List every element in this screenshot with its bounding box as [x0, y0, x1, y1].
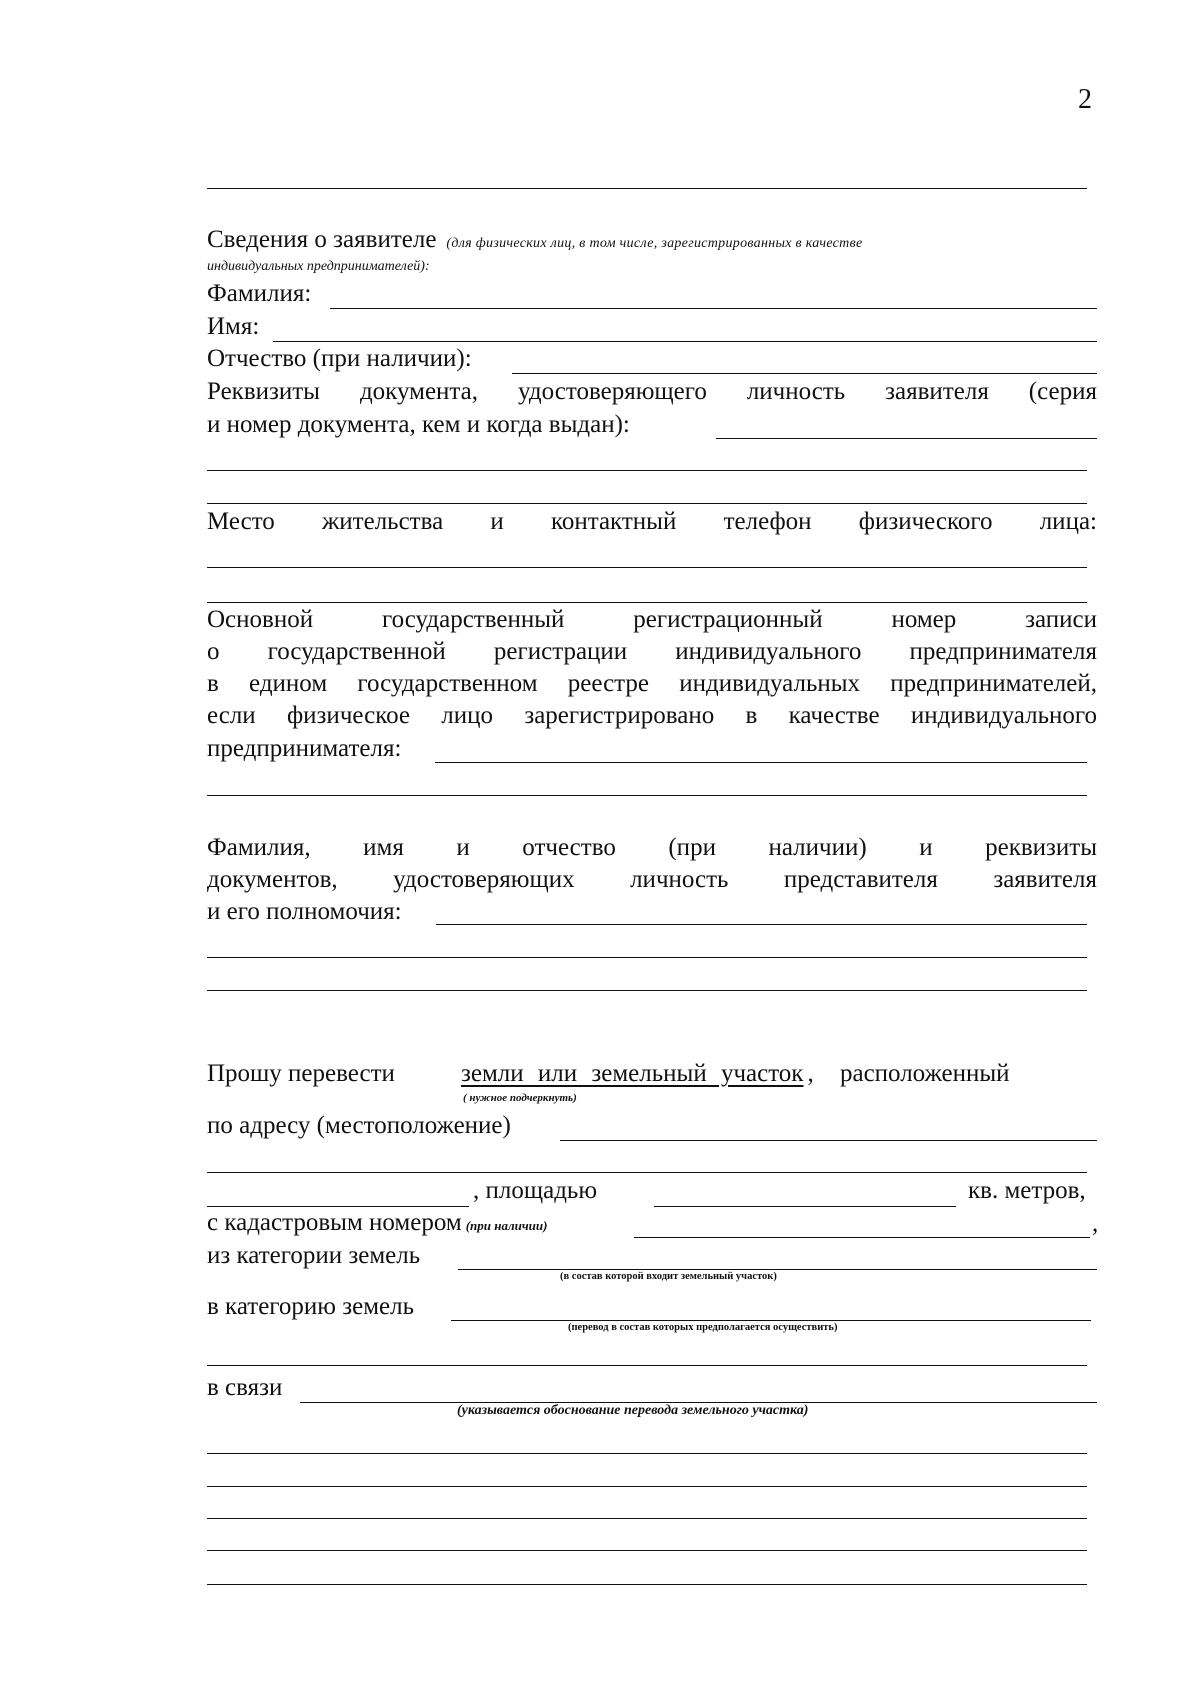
representative-field-2[interactable] — [207, 957, 1087, 958]
reason-field-5[interactable] — [207, 1550, 1087, 1551]
applicant-heading-row — [207, 224, 1097, 256]
cadastral-row — [207, 1207, 547, 1239]
applicant-heading-note-cont: индивидуальных предпринимателей): — [207, 259, 430, 274]
reason-field-6[interactable] — [207, 1584, 1087, 1585]
from-category-hint: (в состав которой входит земельный участок) — [560, 1271, 777, 1282]
cadastral-label: с кадастровым номером — [207, 1209, 462, 1236]
applicant-heading-note: (для физических лиц, в том числе, зарегистрированных в качестве — [446, 236, 863, 251]
ogrn-text-5: предпринимателя: — [207, 735, 402, 762]
ogrn-text-1: Основной государственный регистрационный номер записи — [207, 606, 1097, 633]
ogrn-field-2[interactable] — [207, 795, 1087, 796]
id-document-field-2[interactable] — [207, 470, 1087, 471]
representative-field-1[interactable] — [436, 924, 1087, 925]
underline-hint: ( нужное подчеркнуть) — [463, 1092, 577, 1104]
reason-field-3[interactable] — [207, 1486, 1087, 1487]
area-field[interactable] — [654, 1206, 956, 1207]
surname-label: Фамилия: — [207, 280, 312, 307]
address-label: по адресу (местоположение) — [207, 1112, 511, 1139]
top-blank-line — [207, 188, 1087, 189]
representative-text-3: и его полномочия: — [207, 898, 402, 925]
request-after-options: , расположенный — [807, 1060, 1010, 1087]
from-category-field[interactable] — [458, 1269, 1097, 1270]
request-intro: Прошу перевести — [207, 1060, 395, 1087]
request-option-lands[interactable] — [461, 1058, 1010, 1090]
to-category-hint: (перевод в состав которых предполагается осуществить) — [568, 1322, 838, 1333]
ogrn-text-4: если физическое лицо зарегистрировано в качестве индивидуального — [207, 702, 1097, 729]
page-number: 2 — [1078, 84, 1092, 115]
cadastral-tail: , — [1092, 1210, 1099, 1237]
id-document-text-2: и номер документа, кем и когда выдан): — [207, 411, 630, 438]
representative-text-2: документов, удостоверяющих личность представителя заявителя — [207, 866, 1097, 893]
patronymic-field[interactable] — [512, 373, 1097, 374]
applicant-heading: Сведения о заявителе — [207, 226, 437, 253]
representative-field-3[interactable] — [207, 990, 1087, 991]
id-document-field[interactable] — [716, 438, 1097, 439]
request-option-text[interactable]: земли или земельный участок — [461, 1060, 804, 1087]
patronymic-label: Отчество (при наличии): — [207, 345, 472, 372]
cadastral-field[interactable] — [634, 1237, 1090, 1238]
to-category-label: в категорию земель — [207, 1293, 414, 1320]
residence-field-1[interactable] — [207, 567, 1087, 568]
cadastral-note: (при наличии) — [465, 1218, 548, 1233]
area-label: , площадью — [473, 1177, 597, 1204]
reason-label: в связи — [207, 1374, 283, 1401]
name-field[interactable] — [273, 341, 1097, 342]
surname-field[interactable] — [330, 308, 1097, 309]
name-label: Имя: — [207, 313, 260, 340]
reason-hint: (указывается обоснование перевода земельного участка) — [457, 1403, 809, 1418]
to-category-field-2[interactable] — [207, 1365, 1087, 1366]
address-field-2[interactable] — [207, 1172, 1087, 1173]
representative-text-1: Фамилия, имя и отчество (при наличии) и реквизиты — [207, 834, 1097, 861]
address-field[interactable] — [560, 1140, 1097, 1141]
id-document-field-3[interactable] — [207, 503, 1087, 504]
ogrn-text-2: о государственной регистрации индивидуального предпринимателя — [207, 638, 1097, 665]
residence-label: Место жительства и контактный телефон физического лица: — [207, 508, 1097, 535]
id-document-text-1: Реквизиты документа, удостоверяющего личность заявителя (серия — [207, 378, 1097, 405]
area-unit: кв. метров, — [968, 1177, 1086, 1204]
ogrn-text-3: в едином государственном реестре индивидуальных предпринимателей, — [207, 670, 1097, 697]
reason-field-2[interactable] — [207, 1453, 1087, 1454]
residence-field-2[interactable] — [207, 602, 1087, 603]
from-category-label: из категории земель — [207, 1242, 421, 1269]
ogrn-field[interactable] — [435, 762, 1087, 763]
reason-field-4[interactable] — [207, 1518, 1087, 1519]
